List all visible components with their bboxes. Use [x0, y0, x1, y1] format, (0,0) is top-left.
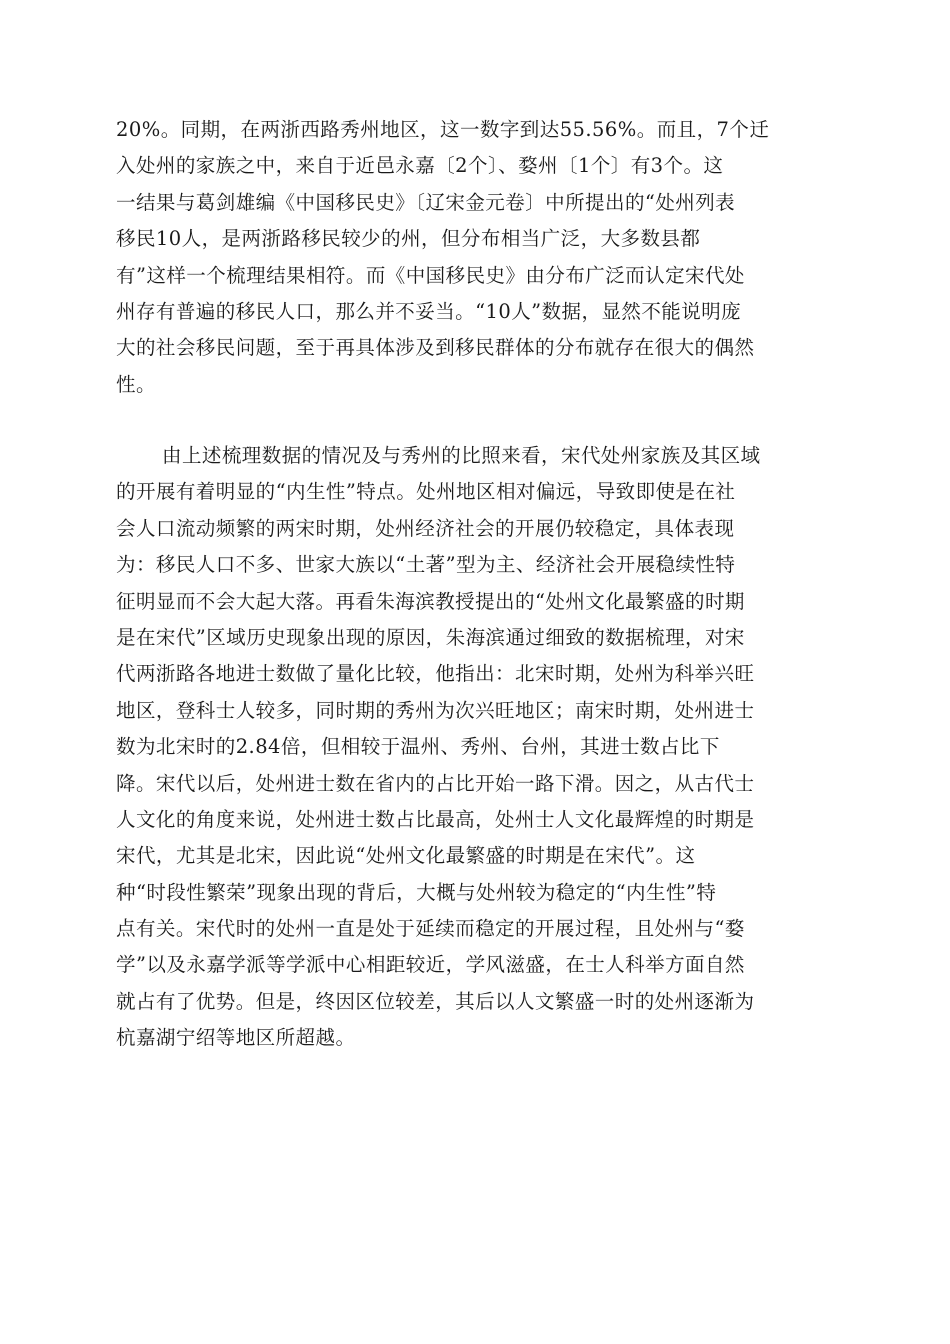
- paragraph-1: [116, 112, 836, 403]
- text-line: 种“时段性繁荣”现象出现的背后，大概与处州较为稳定的“内生性”特: [116, 880, 717, 904]
- text-line: 代两浙路各地进士数做了量化比较，他指出：北宋时期，处州为科举兴旺: [116, 662, 755, 686]
- text-line: 20%。同期，在两浙西路秀州地区，这一数字到达55.56%。而且，7个迁: [116, 118, 770, 141]
- text-line: 数为北宋时的2.84倍，但相较于温州、秀州、台州，其进士数占比下: [116, 735, 720, 759]
- text-line: 降。宋代以后，处州进士数在省内的占比开始一路下滑。因之，从古代士: [116, 771, 755, 795]
- text-line: 性。: [116, 372, 156, 396]
- text-line: 学”以及永嘉学派等学派中心相距较近，学风滋盛，在士人科举方面自然: [116, 953, 745, 977]
- text-line: 有”这样一个梳理结果相符。而《中国移民史》由分布广泛而认定宋代处: [116, 263, 745, 287]
- text-line: 会人口流动频繁的两宋时期，处州经济社会的开展仍较稳定，具体表现: [116, 516, 735, 540]
- paragraph-2: [116, 438, 836, 1057]
- text-line: 由上述梳理数据的情况及与秀州的比照来看，宋代处州家族及其区域: [162, 444, 761, 467]
- text-line: 杭嘉湖宁绍等地区所超越。: [116, 1026, 356, 1050]
- text-line: 入处州的家族之中，来自于近邑永嘉〔2个〕、婺州〔1个〕有3个。这: [116, 154, 724, 178]
- text-line: 征明显而不会大起大落。再看朱海滨教授提出的“处州文化最繁盛的时期: [116, 589, 745, 613]
- text-line: 点有关。宋代时的处州一直是处于延续而稳定的开展过程，且处州与“婺: [116, 917, 745, 941]
- text-line: 人文化的角度来说，处州进士数占比最高，处州士人文化最辉煌的时期是: [116, 807, 755, 831]
- text-line: 移民10人，是两浙路移民较少的州，但分布相当广泛，大多数县都: [116, 227, 701, 251]
- text-line: 宋代，尤其是北宋，因此说“处州文化最繁盛的时期是在宋代”。这: [116, 844, 696, 868]
- text-line: 地区，登科士人较多，同时期的秀州为次兴旺地区；南宋时期，处州进士: [116, 698, 755, 722]
- text-line: 是在宋代”区域历史现象出现的原因，朱海滨通过细致的数据梳理，对宋: [116, 625, 745, 649]
- text-line: 就占有了优势。但是，终因区位较差，其后以人文繁盛一时的处州逐渐为: [116, 989, 755, 1013]
- text-line: 的开展有着明显的“内生性”特点。处州地区相对偏远，导致即使是在社: [116, 480, 736, 504]
- text-line: 州存有普遍的移民人口，那么并不妥当。“10人”数据，显然不能说明庞: [116, 299, 742, 323]
- text-line: 为：移民人口不多、世家大族以“土著”型为主、经济社会开展稳续性特: [116, 553, 736, 577]
- text-line: 大的社会移民问题，至于再具体涉及到移民群体的分布就存在很大的偶然: [116, 336, 755, 360]
- text-line: 一结果与葛剑雄编《中国移民史》〔辽宋金元卷〕中所提出的“处州列表: [116, 190, 736, 214]
